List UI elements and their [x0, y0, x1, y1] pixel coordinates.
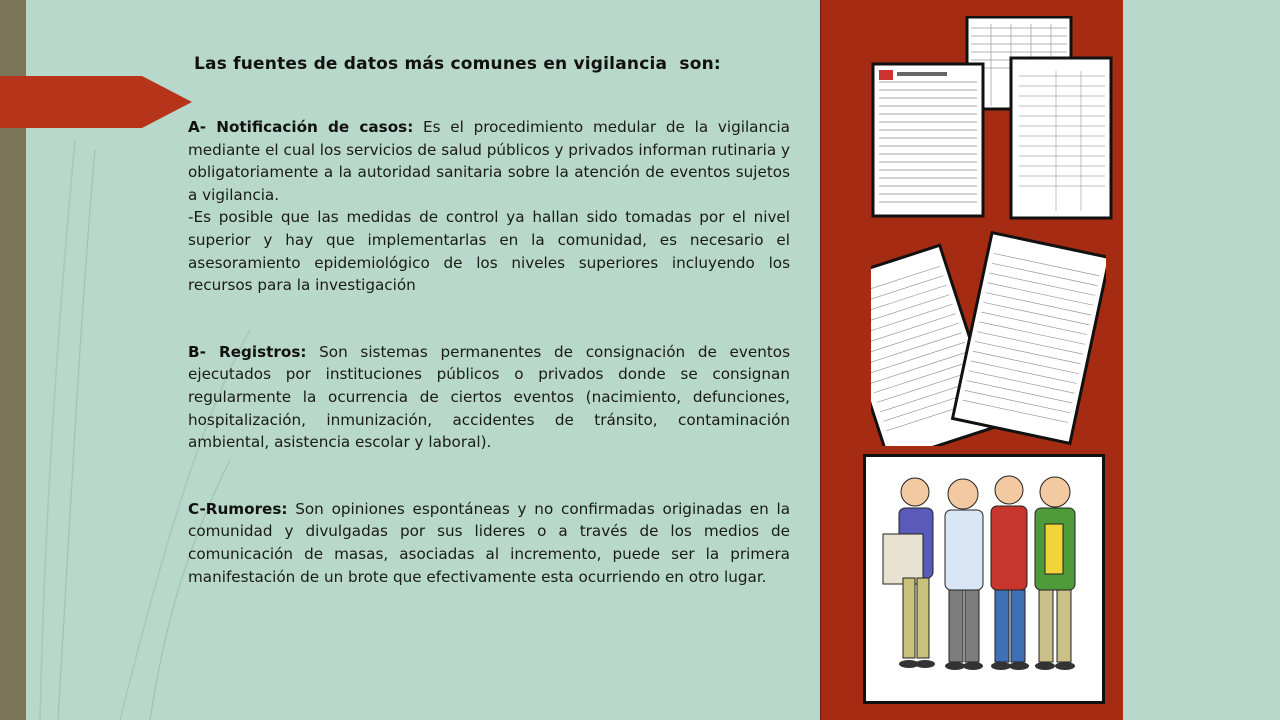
paragraph-notificacion [188, 116, 790, 206]
text-registros: Son sistemas permanentes de consignación de eventos ejecutados por instituciones públicos o privados donde se consignan regularmente la ocurrencia de ciertos eventos (nacimiento, defunciones, hospitalización, inmunización, accidentes de tránsito, contaminación ambiental, asistencia escolar y laboral). [188, 342, 791, 452]
image-panel [820, 0, 1123, 720]
label-registros: B- Registros: [188, 342, 307, 361]
label-notificacion: A- Notificación de casos: [188, 118, 414, 136]
forms-image-middle [871, 228, 1106, 446]
forms-image-top [871, 16, 1116, 221]
arrow-accent-tab [0, 76, 192, 128]
paragraph-rumores [188, 498, 790, 588]
slide-title: Las fuentes de datos más comunes en vigilancia son: [194, 54, 721, 74]
paragraph-registros [188, 341, 790, 454]
paragraph-medidas [188, 206, 790, 296]
people-gossip-illustration [863, 454, 1105, 704]
text-notificacion: Es el procedimiento medular de la vigilancia mediante el cual los servicios de salud públicos y privados informan rutinaria y obligatoriamente a la autoridad sanitaria sobre la atención de eventos sujetos a vigilancia. [188, 118, 790, 204]
text-medidas: -Es posible que las medidas de control ya hallan sido tomadas por el nivel superior y hay que implementarlas en la comunidad, es necesario el asesoramiento epidemiológico de los niveles superiores incluyendo los recursos para la investigación [188, 208, 790, 295]
text-rumores: Son opiniones espontáneas y no confirmadas originadas en la comunidad y divulgadas por sus lideres o a través de los medios de comunicación de masas, asociadas al incremento, puede ser la primera manifestación de un brote que efectivamente esta ocurriendo en otro lugar. [188, 499, 790, 586]
body-text [188, 116, 790, 588]
label-rumores: C-Rumores: [188, 499, 288, 518]
